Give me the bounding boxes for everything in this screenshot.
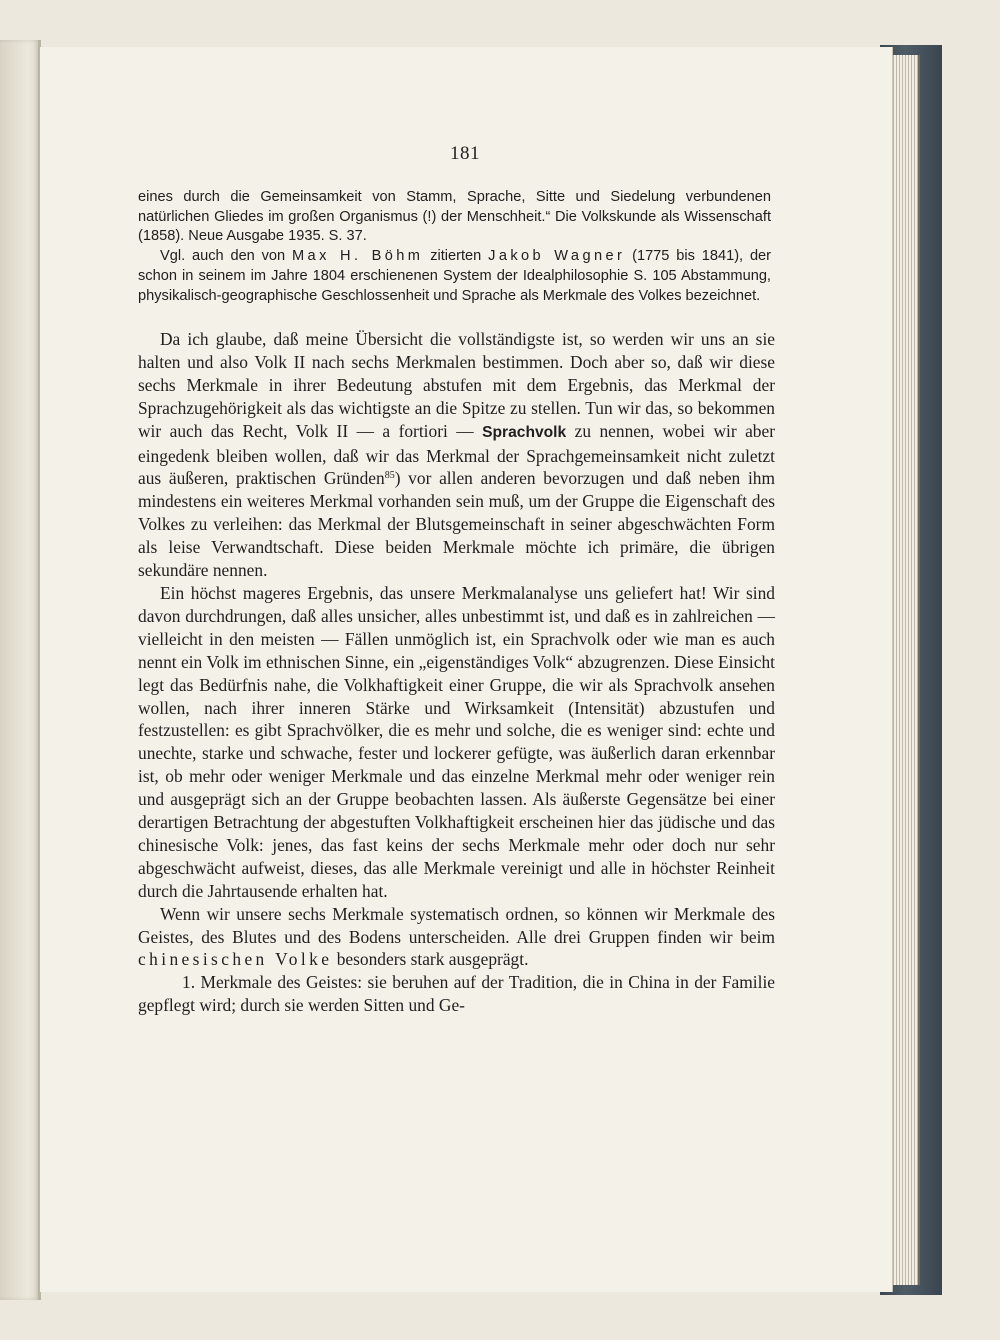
page-stack-edges [888, 55, 920, 1285]
body-paragraph [138, 903, 775, 972]
facing-page-edge [0, 40, 40, 1300]
footnote-text: (1775 bis 1841), der schon in seinem im Jahre 1804 erschienenen System der Idealphilosophie S. 105 Abstammung, physikalisch-geographische Geschlossenheit und Sprache als Merkmale des Volkes bezeichnet. [138, 248, 772, 304]
body-text: Da ich glaube, daß meine Übersicht die vollständigste ist, so werden wir uns an sie halten und also Volk II nach sechs Merkmalen bestimmen. Doch aber so, daß wir diese sechs Merkmale in ihrer Bedeutung abstufen mit dem Ergebnis, das Merkmal der Sprachzugehörigkeit als das wichtigste an die Spitze zu stellen. Tun wir das, so bekommen wir auch das Recht, Volk II — a fortiori — [138, 329, 775, 441]
footnote-text: zitierten [423, 248, 489, 265]
body-text: besonders stark ausgeprägt. [332, 949, 529, 970]
body-paragraph [138, 328, 775, 582]
spaced-name: Jakob Wagner [488, 248, 626, 265]
spaced-term: chinesischen Volke [138, 949, 333, 970]
footnote-continuation [138, 188, 771, 306]
bold-term: Sprachvolk [482, 423, 567, 441]
book-page [40, 47, 892, 1292]
footnote-paragraph [138, 247, 771, 306]
body-text: Wenn wir unsere sechs Merkmale systematisch ordnen, so können wir Merkmale des Geistes, des Blutes und des Bodens unterscheiden. Alle drei Gruppen finden wir beim [138, 903, 775, 947]
page-number: 181 [450, 143, 480, 164]
body-text: ) vor allen anderen bevorzugen und daß neben ihm mindestens ein weiteres Merkmal vorhanden sein muß, um der Gruppe die Eigenschaft des Volkes zu verleihen: das Merkmal der Blutsgemeinschaft in seiner abgeschwächten Form als leise Verwandtschaft. Diese beiden Merkmale möchte ich primäre, die übrigen sekundäre nennen. [138, 468, 775, 581]
numbered-item: 1. Merkmale des Geistes: sie beruhen auf der Tradition, die in China in der Familie gepflegt wird; durch sie werden Sitten und Ge- [138, 972, 775, 1016]
main-text [138, 328, 775, 1017]
body-paragraph: Ein höchst mageres Ergebnis, das unsere Merkmalanalyse uns geliefert hat! Wir sind davon durchdrungen, daß alles unsicher, alles unbestimmt ist, und daß es in zahlreichen — vielleicht in den meisten — Fällen unmöglich ist, ein Sprachvolk oder wie man es auch nennt ein Volk im ethnischen Sinne, ein „eigenständiges Volk“ abzugrenzen. Diese Einsicht legt das Bedürfnis nahe, die Volkhaftigkeit einer Gruppe, die wir als Sprachvolk ansehen wollen, nach ihrer inneren Stärke und Wirksamkeit (Intensität) abzustufen und festzustellen: es gibt Sprachvölker, die es mehr und solche, die es weniger sind: echte und unechte, starke und schwache, fester und lockerer gefügte, was äußerlich daran erkennbar ist, ob mehr oder weniger Merkmale und das einzelne Merkmal mehr oder weniger rein und ausgeprägt sich an der Gruppe beobachten lassen. Als äußerste Gegensätze bei einer derartigen Betrachtung der abgestuften Volkhaftigkeit erscheinen hier das jüdische und das chinesische Volk: jenes, das fast keins der sechs Merkmale mehr oder doch nur sehr abgeschwächt aufweist, dieses, das alle Merkmale vereinigt und alle in höchster Reinheit durch die Jahrtausende erhalten hat. [138, 582, 775, 901]
body-text: zu nennen, wobei wir aber eingedenk bleiben wollen, daß wir das Merkmal der Sprachgemeinsamkeit nicht zuletzt aus äußeren, praktischen Gründen [138, 420, 775, 489]
spaced-name: Max H. Böhm [292, 248, 424, 265]
footnote-ref: 85 [384, 470, 395, 482]
footnote-text: Vgl. auch den von [160, 248, 292, 265]
footnote-paragraph: eines durch die Gemeinsamkeit von Stamm, Sprache, Sitte und Siedelung verbundenen natürlichen Gliedes im großen Organismus (!) der Menschheit.“ Die Volkskunde als Wissenschaft (1858). Neue Ausgabe 1935. S. 37. [138, 189, 771, 245]
